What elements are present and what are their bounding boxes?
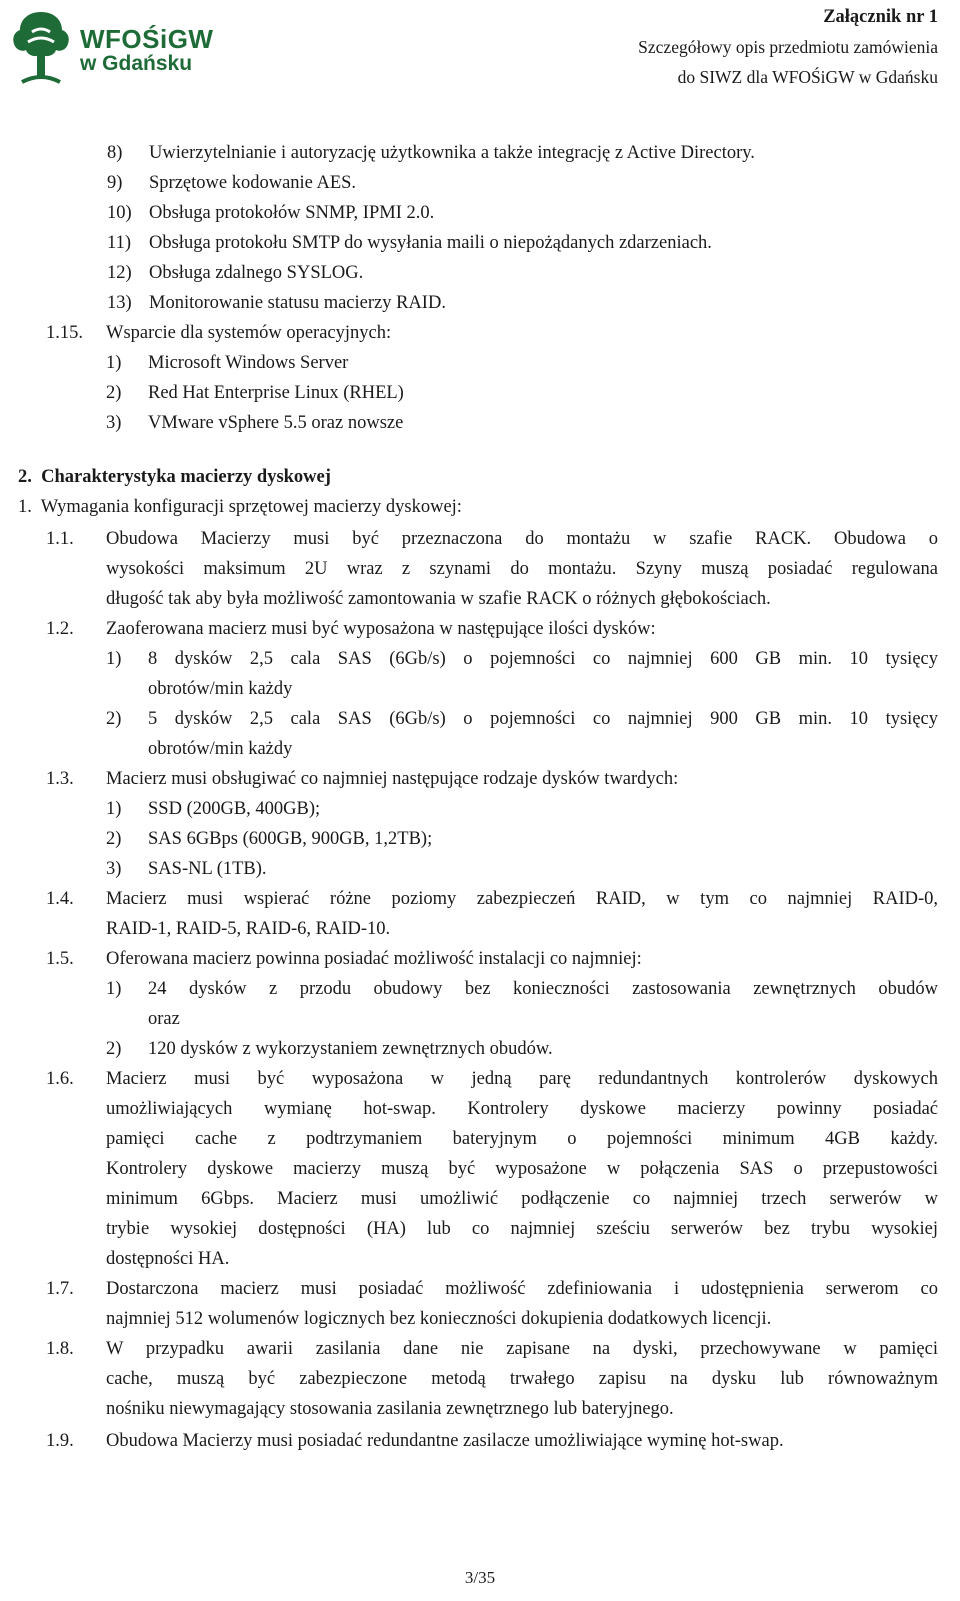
page-number: 3/35 [464, 1568, 496, 1587]
list-item-line: 8 dysków 2,5 cala SAS (6Gb/s) o pojemności co najmniej 600 GB min. 10 tysięcy [148, 649, 938, 669]
paragraph-number: 1.3. [46, 769, 74, 789]
paragraph-line: Macierz musi wspierać różne poziomy zabezpieczeń RAID, w tym co najmniej RAID-0, [106, 889, 938, 909]
paragraph-line: trybie wysokiej dostępności (HA) lub co najmniej sześciu serwerów bez trybu wysokiej [106, 1219, 938, 1239]
paragraph-line: dostępności HA. [106, 1249, 230, 1269]
document-page: WFOŚiGW w Gdańsku Załącznik nr 1 Szczegółowy opis przedmiotu zamówienia do SIWZ dla WFOŚiGW w Gdańsku 8) Uwierzytelnianie i autoryzację użytkownika a także integrację z Active Directory. 9) Sprzętowe kodowanie AES. 10) Obsługa protokołów SNMP, IPMI 2.0. 11) Obsługa protokołu SMTP do wysyłania maili o niepożądanych zdarzeniach. 12) Obsługa zdalnego SYSLOG. 13) Monitorowanie statusu macierzy RAID. 1.15. Wsparcie dla systemów operacyjnych: 1) Microsoft Windows Server 2) Red Hat Enterprise Linux (RHEL) 3) VMware vSphere 5.5 oraz nowsze 2. Charakterystyka macierzy dyskowej 1. Wymagania konfiguracji sprzętowej macierzy dyskowej: 1.1. Obudowa Macierzy musi być przeznaczona do montażu w szafie RACK. Obudowa o wysokości maksimum 2U wraz z szynami do montażu. Szyny muszą posiadać regulowana długość tak aby była możliwość zamontowania w szafie RACK o różnych głębokościach. 1.2. Zaoferowana macierz musi być wyposażona w następujące ilości dysków: 1) 8 dysków 2,5 cala SAS (6Gb/s) o pojemności co najmniej 600 GB min. 10 tysięcy obrotów/min każdy 2) 5 dysków 2,5 cala SAS (6Gb/s) o pojemności co najmniej 900 GB min. 10 tysięcy obrotów/min każdy 1.3. Macierz musi obsługiwać co najmniej następujące rodzaje dysków twardych: 1) SSD (200GB, 400GB); 2) SAS 6GBps (600GB, 900GB, 1,2TB); 3) SAS-NL (1TB). 1.4. Macierz musi wspierać różne poziomy zabezpieczeń RAID, w tym co najmniej RAID-0, RAID-1, RAID-5, RAID-6, RAID-10. 1.5. Oferowana macierz powinna posiadać możliwość instalacji co najmniej: 1) 24 dysków z przodu obudowy bez konieczności zastosowania zewnętrznych obudów oraz 2) 120 dysków z wykorzystaniem zewnętrznych obudów. 1.6. Macierz musi być wyposażona w jedną parę redundantnych kontrolerów dyskowych umożliwiających wymianę hot-swap. Kontrolery dyskowe macierzy powinny posiadać pamięci cache z podtrzymaniem bateryjnym o pojemności minimum 4GB każdy. Kontrolery dyskowe macierzy muszą być wyposażone w połączenia SAS o przepustowości minimum 6Gbps. Macierz musi umożliwić podłączenie co najmniej trzech serwerów w trybie wysokiej dostępności (HA) lub co najmniej sześciu serwerów bez trybu wysokiej dostępności HA. 1.7. Dostarczona macierz musi posiadać możliwość zdefiniowania i udostępnienia serwerom co najmniej 512 wolumenów logicznych bez konieczności dokupienia dodatkowych licencji. 1.8. W przypadku awarii zasilania dane nie zapisane na dyski, przechowywane w pamięci cache, muszą być zabezpieczone metodą trwałego zapisu na dysku lub równoważnym nośniku niewymagający stosowania zasilania zewnętrznego lub bateryjnego. 1.9. Obudowa Macierzy musi posiadać redundantne zasilacze umożliwiające wyminę hot-swap. 3/35 [0, 0, 960, 1601]
paragraph-line: Oferowana macierz powinna posiadać możliwość instalacji co najmniej: [106, 949, 642, 969]
paragraph-line: pamięci cache z podtrzymaniem bateryjnym o pojemności minimum 4GB każdy. [106, 1129, 938, 1149]
paragraph-number: 1.9. [46, 1431, 74, 1451]
paragraph-number: 1.1. [46, 529, 74, 549]
document-header [638, 2, 938, 92]
paragraph-line: Obudowa Macierzy musi posiadać redundantne zasilacze umożliwiające wyminę hot-swap. [106, 1431, 784, 1451]
paragraph-line: umożliwiających wymianę hot-swap. Kontrolery dyskowe macierzy powinny posiadać [106, 1099, 938, 1119]
paragraph-line: Macierz musi być wyposażona w jedną parę redundantnych kontrolerów dyskowych [106, 1069, 938, 1089]
paragraph-line: minimum 6Gbps. Macierz musi umożliwić podłączenie co najmniej trzech serwerów w [106, 1189, 938, 1209]
list-item-line: 120 dysków z wykorzystaniem zewnętrznych obudów. [148, 1039, 553, 1059]
section-text: Wsparcie dla systemów operacyjnych: [106, 323, 392, 343]
paragraph-number: 1.5. [46, 949, 74, 969]
paragraph-line: długość tak aby była możliwość zamontowania w szafie RACK o różnych głębokościach. [106, 589, 771, 609]
paragraph-number: 1.2. [46, 619, 74, 639]
list-item-line: 5 dysków 2,5 cala SAS (6Gb/s) o pojemności co najmniej 900 GB min. 10 tysięcy [148, 709, 938, 729]
paragraph-line: najmniej 512 wolumenów logicznych bez konieczności dokupienia dodatkowych licencji. [106, 1309, 772, 1329]
list-item-line: 24 dysków z przodu obudowy bez konieczności zastosowania zewnętrznych obudów [148, 979, 938, 999]
list-item-number: 1) [106, 649, 122, 669]
paragraph-line: Kontrolery dyskowe macierzy muszą być wyposażone w połączenia SAS o przepustowości [106, 1159, 938, 1179]
logo-subtitle: w Gdańsku [80, 52, 193, 75]
paragraph-line: Obudowa Macierzy musi być przeznaczona do montażu w szafie RACK. Obudowa o [106, 529, 938, 549]
header-subtitle-2: do SIWZ dla WFOŚiGW w Gdańsku [677, 67, 938, 87]
paragraph-number: 1.7. [46, 1279, 74, 1299]
paragraph-line: Macierz musi obsługiwać co najmniej następujące rodzaje dysków twardych: [106, 769, 679, 789]
list-item-number: 2) [106, 1039, 122, 1059]
logo [8, 6, 238, 88]
list-item-number: 2) [106, 709, 122, 729]
list-item-line: obrotów/min każdy [148, 739, 293, 759]
annex-label: Załącznik nr 1 [823, 7, 938, 27]
list-item-line: oraz [148, 1009, 180, 1029]
paragraph-number: 1.4. [46, 889, 74, 909]
header-subtitle-1: Szczegółowy opis przedmiotu zamówienia [638, 37, 938, 57]
paragraph-number: 1.8. [46, 1339, 74, 1359]
logo-title: WFOŚiGW [80, 24, 214, 54]
section-heading: 2. Charakterystyka macierzy dyskowej [18, 467, 331, 487]
list-item-line: obrotów/min każdy [148, 679, 293, 699]
paragraph-line: W przypadku awarii zasilania dane nie zapisane na dyski, przechowywane w pamięci [106, 1339, 938, 1359]
paragraph-number: 1.6. [46, 1069, 74, 1089]
paragraph-line: nośniku niewymagający stosowania zasilania zewnętrznego lub bateryjnego. [106, 1399, 674, 1419]
tree-icon [8, 6, 74, 86]
list-item-number: 1) [106, 979, 122, 999]
paragraph-line: wysokości maksimum 2U wraz z szynami do montażu. Szyny muszą posiadać regulowana [106, 559, 938, 579]
paragraph-line: Zaoferowana macierz musi być wyposażona w następujące ilości dysków: [106, 619, 656, 639]
paragraph-line: cache, muszą być zabezpieczone metodą trwałego zapisu na dysku lub równoważnym [106, 1369, 938, 1389]
paragraph-line: Dostarczona macierz musi posiadać możliwość zdefiniowania i udostępnienia serwerom co [106, 1279, 938, 1299]
paragraph-line: RAID-1, RAID-5, RAID-6, RAID-10. [106, 919, 391, 939]
section-number: 1.15. [46, 323, 83, 343]
subsection-heading: 1. Wymagania konfiguracji sprzętowej macierzy dyskowej: [18, 497, 462, 517]
